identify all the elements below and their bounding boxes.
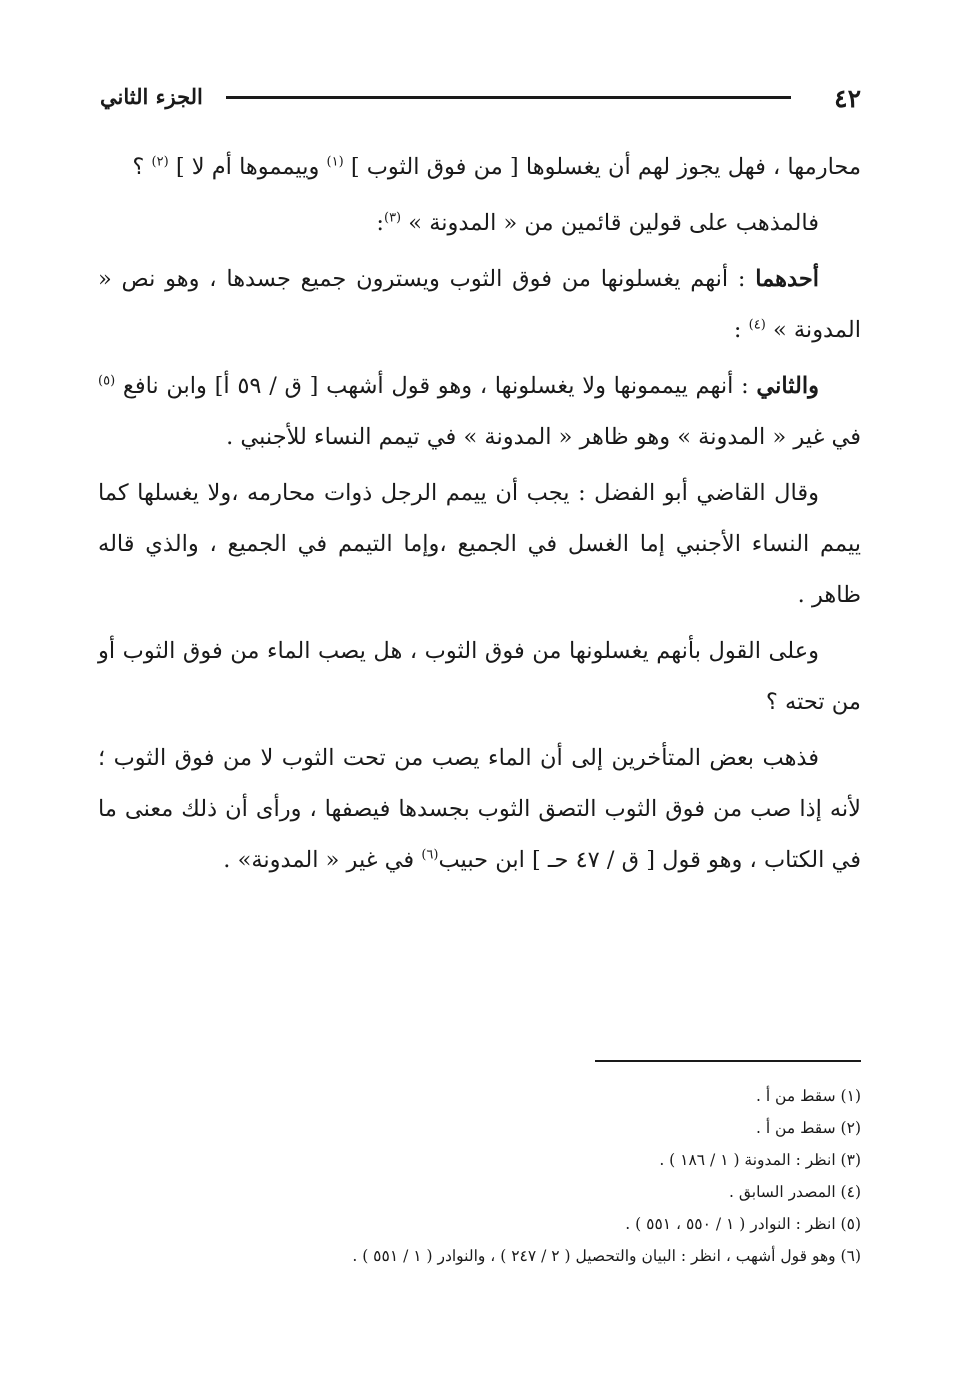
footnote-6: (٦) وهو قول أشهب ، انظر : البيان والتحصيل ( ٢ / ٢٤٧ ) ، والنوادر ( ١ / ٥٥١ ) . xyxy=(352,1247,861,1265)
page-header xyxy=(100,80,861,120)
footnote-5: (٥) انظر : النوادر ( ١ / ٥٥٠ ، ٥٥١ ) . xyxy=(625,1215,861,1233)
paragraph-text: : xyxy=(376,210,384,236)
paragraph-text: : أنهم ييممونها ولا يغسلونها ، وهو قول أشهب [ ق / ٥٩ أ] وابن نافع xyxy=(122,373,757,399)
paragraph-2 xyxy=(98,198,861,249)
footnotes xyxy=(98,1080,861,1272)
footnote-2: (٢) سقط من أ . xyxy=(755,1119,861,1137)
paragraph-text: فالمذهب على قولين قائمين من « المدونة » xyxy=(408,210,819,236)
paragraph-3 xyxy=(98,254,861,356)
footnote-separator xyxy=(595,1060,861,1062)
footnote-ref-6: (٦) xyxy=(421,847,439,863)
part-title: الجزء الثاني xyxy=(100,84,203,109)
footnote-ref-5: (٥) xyxy=(98,373,116,389)
footnote-4: (٤) المصدر السابق . xyxy=(728,1183,861,1201)
footnote-3: (٣) انظر : المدونة ( ١ / ١٨٦ ) . xyxy=(659,1151,861,1169)
paragraph-text: وييمموها أم لا ] xyxy=(175,154,327,180)
main-text xyxy=(98,142,861,891)
footnote-1: (١) سقط من أ . xyxy=(755,1087,861,1105)
footnote-ref-4: (٤) xyxy=(748,317,766,333)
page-number: ٤٢ xyxy=(834,84,861,113)
footnote-ref-2: (٢) xyxy=(151,154,169,170)
paragraph-text: في غير « المدونة » وهو ظاهر « المدونة » في تيمم النساء للأجنبي . xyxy=(226,424,861,450)
paragraph-4 xyxy=(98,361,861,463)
paragraph-text: : أنهم يغسلونها من فوق الثوب ويسترون جميع جسدها ، وهو نص « المدونة » xyxy=(98,266,861,343)
paragraph-text: : xyxy=(733,317,749,343)
paragraph-text: محارمها ، فهل يجوز لهم أن يغسلوها [ من فوق الثوب ] xyxy=(350,154,861,180)
footnote-ref-1: (١) xyxy=(326,154,344,170)
paragraph-lead: أحدهما xyxy=(755,266,819,292)
paragraph-5: وقال القاضي أبو الفضل : يجب أن ييمم الرجل ذوات محارمه ،ولا يغسلها كما ييمم النساء الأجنبي إما الغسل في الجميع ،وإما التيمم في الجميع ، والذي قاله ظاهر . xyxy=(98,480,861,608)
footnote-ref-3: (٣) xyxy=(383,210,402,226)
paragraph-6: وعلى القول بأنهم يغسلونها من فوق الثوب ، هل يصب الماء من فوق الثوب أو من تحته ؟ xyxy=(98,638,861,715)
paragraph-7 xyxy=(98,733,861,886)
paragraph-1 xyxy=(98,142,861,193)
paragraph-text: في غير « المدونة» . xyxy=(223,847,422,873)
header-rule xyxy=(226,96,791,99)
paragraph-text: ؟ xyxy=(132,154,152,180)
paragraph-lead: والثاني xyxy=(756,373,819,399)
paragraph-text: فذهب بعض المتأخرين إلى أن الماء يصب من تحت الثوب لا من فوق الثوب ؛ لأنه إذا صب من فوق الثوب التصق الثوب بجسدها فيصفها ، ورأى أن ذلك معنى ما في الكتاب ، وهو قول [ ق / ٤٧ حـ ] ابن حبيب xyxy=(98,745,861,873)
